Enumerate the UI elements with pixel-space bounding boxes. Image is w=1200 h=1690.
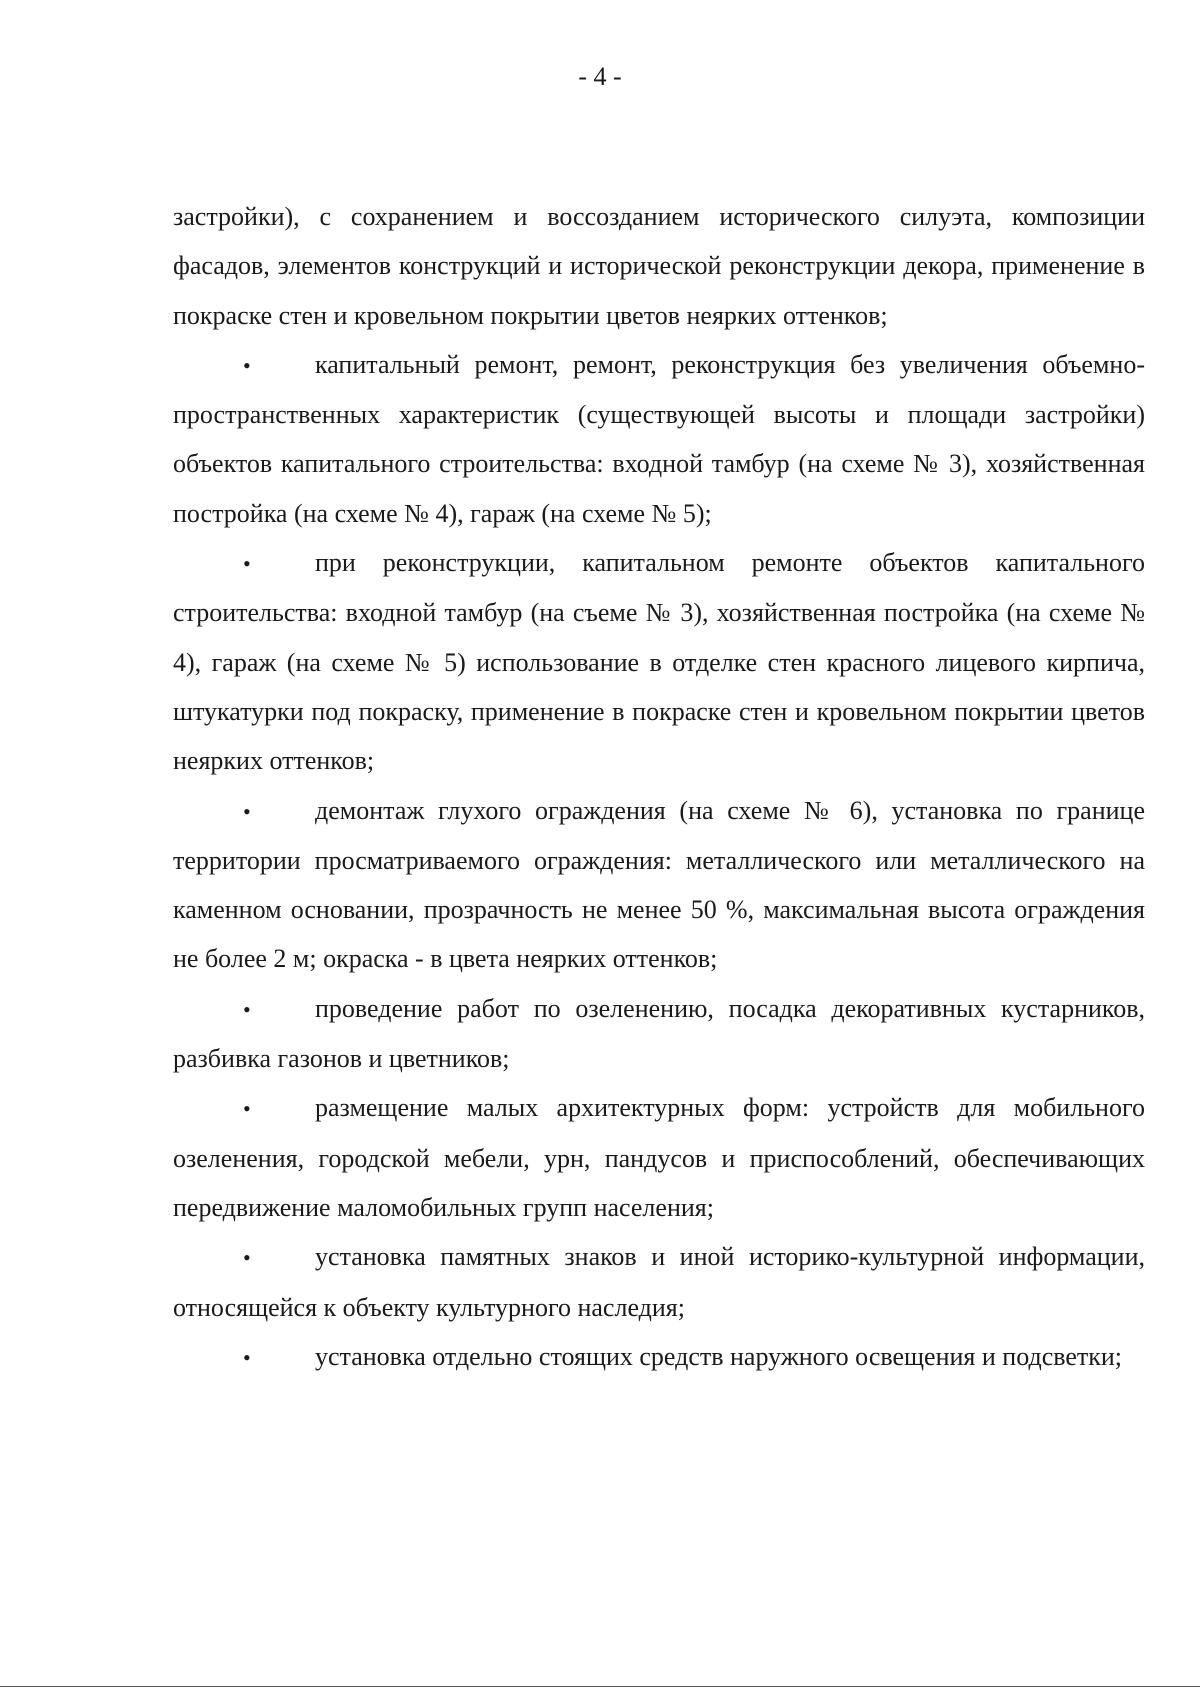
- bullet-icon: •: [243, 551, 251, 577]
- page-number: - 4 -: [578, 62, 622, 91]
- bullet-item-7: [173, 1332, 1145, 1382]
- bullet-icon: •: [243, 996, 251, 1022]
- bullet-text-1: капитальный ремонт, ремонт, реконструкция без увеличения объемно-пространственных характеристик (существующей высоты и площади застройки) объектов капитального строительства: входной тамбур (на схеме № 3), хозяйственная постройка (на схеме № 4), гараж (на схеме № 5);: [173, 349, 1145, 528]
- bullet-text-3: демонтаж глухого ограждения (на схеме № 6), установка по границе территории просматриваемого ограждения: металлического или металлического на каменном основании, прозрачность не менее 50 %, максимальная высота ограждения не более 2 м; окраска - в цвета неярких оттенков;: [173, 795, 1145, 974]
- bullet-text-6: установка памятных знаков и иной историко-культурной информации, относящейся к объекту культурного наследия;: [173, 1242, 1145, 1322]
- bullet-item-6: [173, 1232, 1145, 1332]
- bottom-divider: [0, 1686, 1200, 1687]
- bullet-item-2: [173, 538, 1145, 785]
- bullet-item-1: [173, 340, 1145, 538]
- bullet-text-4: проведение работ по озеленению, посадка декоративных кустарников, разбивка газонов и цветников;: [173, 993, 1145, 1074]
- bullet-text-5: размещение малых архитектурных форм: устройств для мобильного озеленения, городской мебели, урн, пандусов и приспособлений, обеспечивающих передвижение маломобильных групп населения;: [173, 1093, 1145, 1222]
- bullet-icon: •: [243, 1096, 251, 1122]
- bullet-icon: •: [243, 798, 251, 824]
- document-body: [173, 192, 1145, 1382]
- bullet-item-4: [173, 984, 1145, 1084]
- bullet-icon: •: [243, 1344, 251, 1370]
- bullet-text-2: при реконструкции, капитальном ремонте объектов капитального строительства: входной тамбур (на съеме № 3), хозяйственная постройка (на схеме № 4), гараж (на схеме № 5) использование в отделке стен красного лицевого кирпича, штукатурки под покраску, применение в покраске стен и кровельном покрытии цветов неярких оттенков;: [173, 548, 1145, 776]
- bullet-icon: •: [243, 352, 251, 378]
- bullet-text-7: установка отдельно стоящих средств наружного освещения и подсветки;: [315, 1341, 1123, 1371]
- bullet-item-3: [173, 786, 1145, 984]
- intro-paragraph: застройки), с сохранением и воссозданием исторического силуэта, композиции фасадов, элементов конструкций и исторической реконструкции декора, применение в покраске стен и кровельном покрытии цветов неярких оттенков;: [173, 202, 1145, 330]
- bullet-item-5: [173, 1083, 1145, 1232]
- bullet-icon: •: [243, 1245, 251, 1271]
